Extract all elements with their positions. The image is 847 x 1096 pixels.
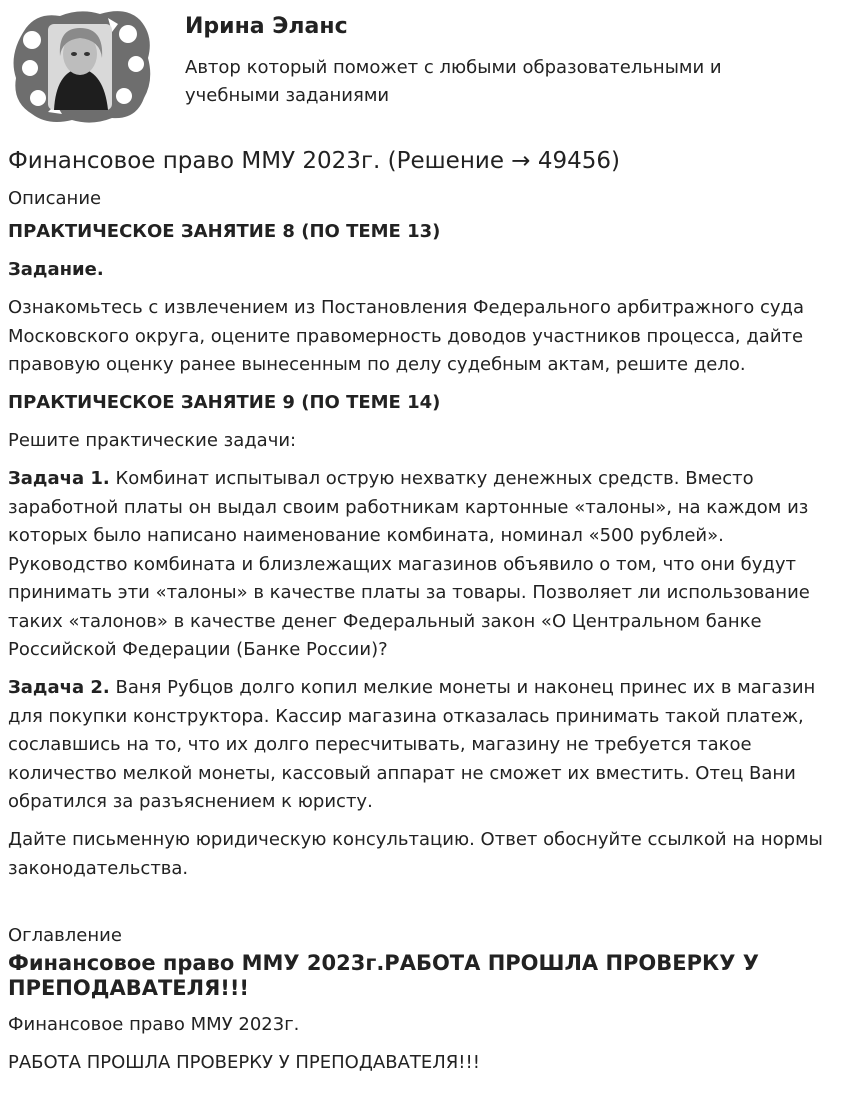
practice-heading-8: ПРАКТИЧЕСКОЕ ЗАНЯТИЕ 8 (ПО ТЕМЕ 13) xyxy=(8,221,441,242)
problem-1-label: Задача 1. xyxy=(8,468,110,489)
toc-line-1: Финансовое право ММУ 2023г. xyxy=(8,1014,300,1035)
author-card xyxy=(8,6,838,128)
task-label: Задание. xyxy=(8,259,104,280)
problem-1-text: Комбинат испытывал острую нехватку денежных средств. Вместо заработной платы он выдал своим работникам картонные «талоны», на каждом из которых было написано наименование комбината, номинал «500 рублей». Руководство комбината и близлежащих магазинов объявило о том, что они будут принимать эти «талоны» в качестве платы за товары. Позволяет ли использование таких «талонов» в качестве денег Федеральный закон «О Центральном банке Российской Федерации (Банке России)? xyxy=(8,468,810,660)
toc-title: Финансовое право ММУ 2023г.РАБОТА ПРОШЛА ПРОВЕРКУ У ПРЕПОДАВАТЕЛЯ!!! xyxy=(8,951,759,1000)
author-avatar xyxy=(8,6,152,128)
author-bio: Автор который поможет с любыми образовательными и учебными заданиями xyxy=(185,57,722,106)
task-text: Ознакомьтесь с извлечением из Постановления Федерального арбитражного суда Московского округа, оцените правомерность доводов участников процесса, дайте правовую оценку ранее вынесенным по делу судебным актам, решите дело. xyxy=(8,297,804,375)
consult-text: Дайте письменную юридическую консультацию. Ответ обоснуйте ссылкой на нормы законодательства. xyxy=(8,829,823,879)
solve-intro: Решите практические задачи: xyxy=(8,430,297,451)
description-content xyxy=(8,218,840,893)
page-title: Финансовое право ММУ 2023г. (Решение → 49456) xyxy=(8,148,621,174)
toc-label: Оглавление xyxy=(8,925,122,946)
problem-2-text: Ваня Рубцов долго копил мелкие монеты и наконец принес их в магазин для покупки конструктора. Кассир магазина отказалась принимать такой платеж, сославшись на то, что их долго пересчитывать, магазину не требуется такое количество мелкой монеты, кассовый аппарат не сможет их вместить. Отец Вани обратился за разъяснением к юристу. xyxy=(8,677,816,812)
toc-line-2: РАБОТА ПРОШЛА ПРОВЕРКУ У ПРЕПОДАВАТЕЛЯ!!! xyxy=(8,1052,480,1073)
description-label: Описание xyxy=(8,188,102,209)
author-name: Ирина Эланс xyxy=(185,14,348,39)
problem-2 xyxy=(8,674,840,817)
problem-2-label: Задача 2. xyxy=(8,677,110,698)
practice-heading-9: ПРАКТИЧЕСКОЕ ЗАНЯТИЕ 9 (ПО ТЕМЕ 14) xyxy=(8,392,441,413)
problem-1 xyxy=(8,465,840,665)
